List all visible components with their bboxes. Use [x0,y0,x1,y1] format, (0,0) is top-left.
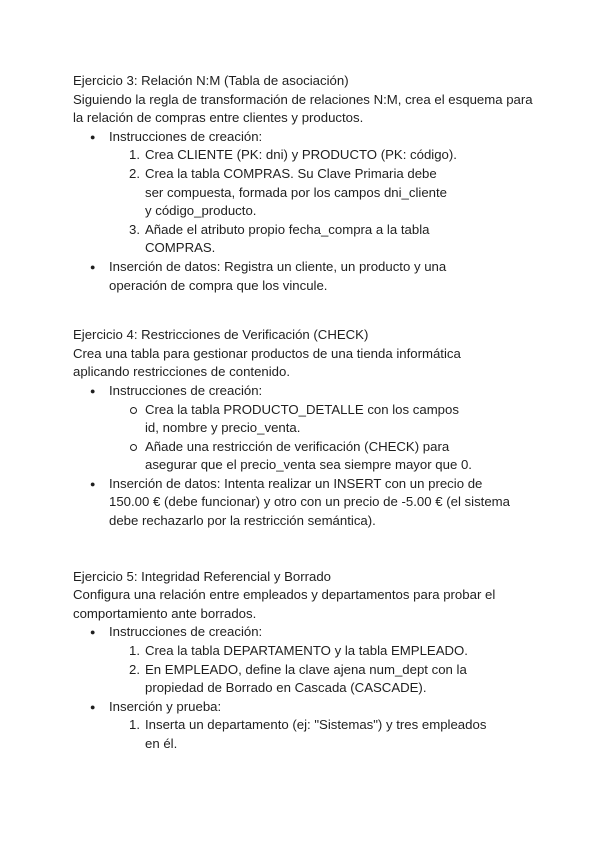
numbered-item [109,661,543,698]
item-text: En EMPLEADO, define la clave ajena num_dept con la propiedad de Borrado en Cascada (CASCADE). [145,661,467,696]
item-text: Inserta un departamento (ej: "Sistemas") y tres empleados en él. [145,717,487,751]
bullet-item [73,475,543,531]
item-number: 1. [129,147,140,163]
exercise-3 [73,72,543,295]
bullet-item [73,128,543,258]
numbered-item [109,221,543,258]
item-number: 3. [129,221,140,237]
numbered-list [109,642,543,698]
exercise-4 [73,326,543,531]
sub-bullet-item [109,438,543,475]
exercise-title: Ejercicio 3: Relación N:M (Tabla de asociación) [73,73,349,88]
numbered-item [109,165,543,221]
item-number: 1. [129,643,140,659]
bullet-item [73,382,543,475]
exercise-intro: Crea una tabla para gestionar productos de una tienda informática aplicando restricciones de contenido. [73,345,461,380]
document-content [73,72,543,754]
item-text: Añade una restricción de verificación (CHECK) para asegurar que el precio_venta sea siempre mayor que 0. [145,438,472,473]
bullet-text: Instrucciones de creación: [109,624,263,640]
item-text: Crea CLIENTE (PK: dni) y PRODUCTO (PK: código). [145,147,457,163]
item-text: Añade el atributo propio fecha_compra a la tabla COMPRAS. [145,221,430,256]
bullet-item [73,258,543,295]
item-number: 1. [129,717,140,733]
bullet-text: Instrucciones de creación: [109,382,263,398]
exercise-intro: Siguiendo la regla de transformación de relaciones N:M, crea el esquema para la relación de compras entre clientes y productos. [73,91,533,126]
bullet-text: Inserción de datos: Registra un cliente, un producto y una operación de compra que los vincule. [109,258,447,293]
exercise-title: Ejercicio 5: Integridad Referencial y Borrado [73,568,332,584]
bullet-list [73,382,543,531]
sub-bullet-list [109,401,543,475]
numbered-item [109,642,543,661]
bullet-list [73,623,543,753]
item-text: Crea la tabla COMPRAS. Su Clave Primaria debe ser compuesta, formada por los campos dni_cliente y código_producto. [145,165,447,219]
sub-bullet-item [109,401,543,438]
bullet-text: Instrucciones de creación: [109,128,263,144]
bullet-text: Inserción de datos: Intenta realizar un INSERT con un precio de 150.00 € (debe funcionar) y otro con un precio de -5.00 € (el sistema debe rechazarlo por la restricción semántica). [109,475,510,529]
numbered-item [109,716,543,753]
exercise-5 [73,568,543,754]
item-text: Crea la tabla DEPARTAMENTO y la tabla EMPLEADO. [145,643,468,659]
numbered-list [109,716,543,753]
bullet-item [73,698,543,754]
exercise-title: Ejercicio 4: Restricciones de Verificación (CHECK) [73,327,369,343]
item-text: Crea la tabla PRODUCTO_DETALLE con los campos id, nombre y precio_venta. [145,401,459,436]
item-number: 2. [129,165,140,181]
numbered-item [109,146,543,165]
bullet-list [73,128,543,295]
item-number: 2. [129,661,140,677]
bullet-text: Inserción y prueba: [109,698,222,714]
exercise-intro: Configura una relación entre empleados y departamentos para probar el comportamiento ante borrados. [73,587,496,621]
numbered-list [109,146,543,258]
bullet-item [73,623,543,697]
